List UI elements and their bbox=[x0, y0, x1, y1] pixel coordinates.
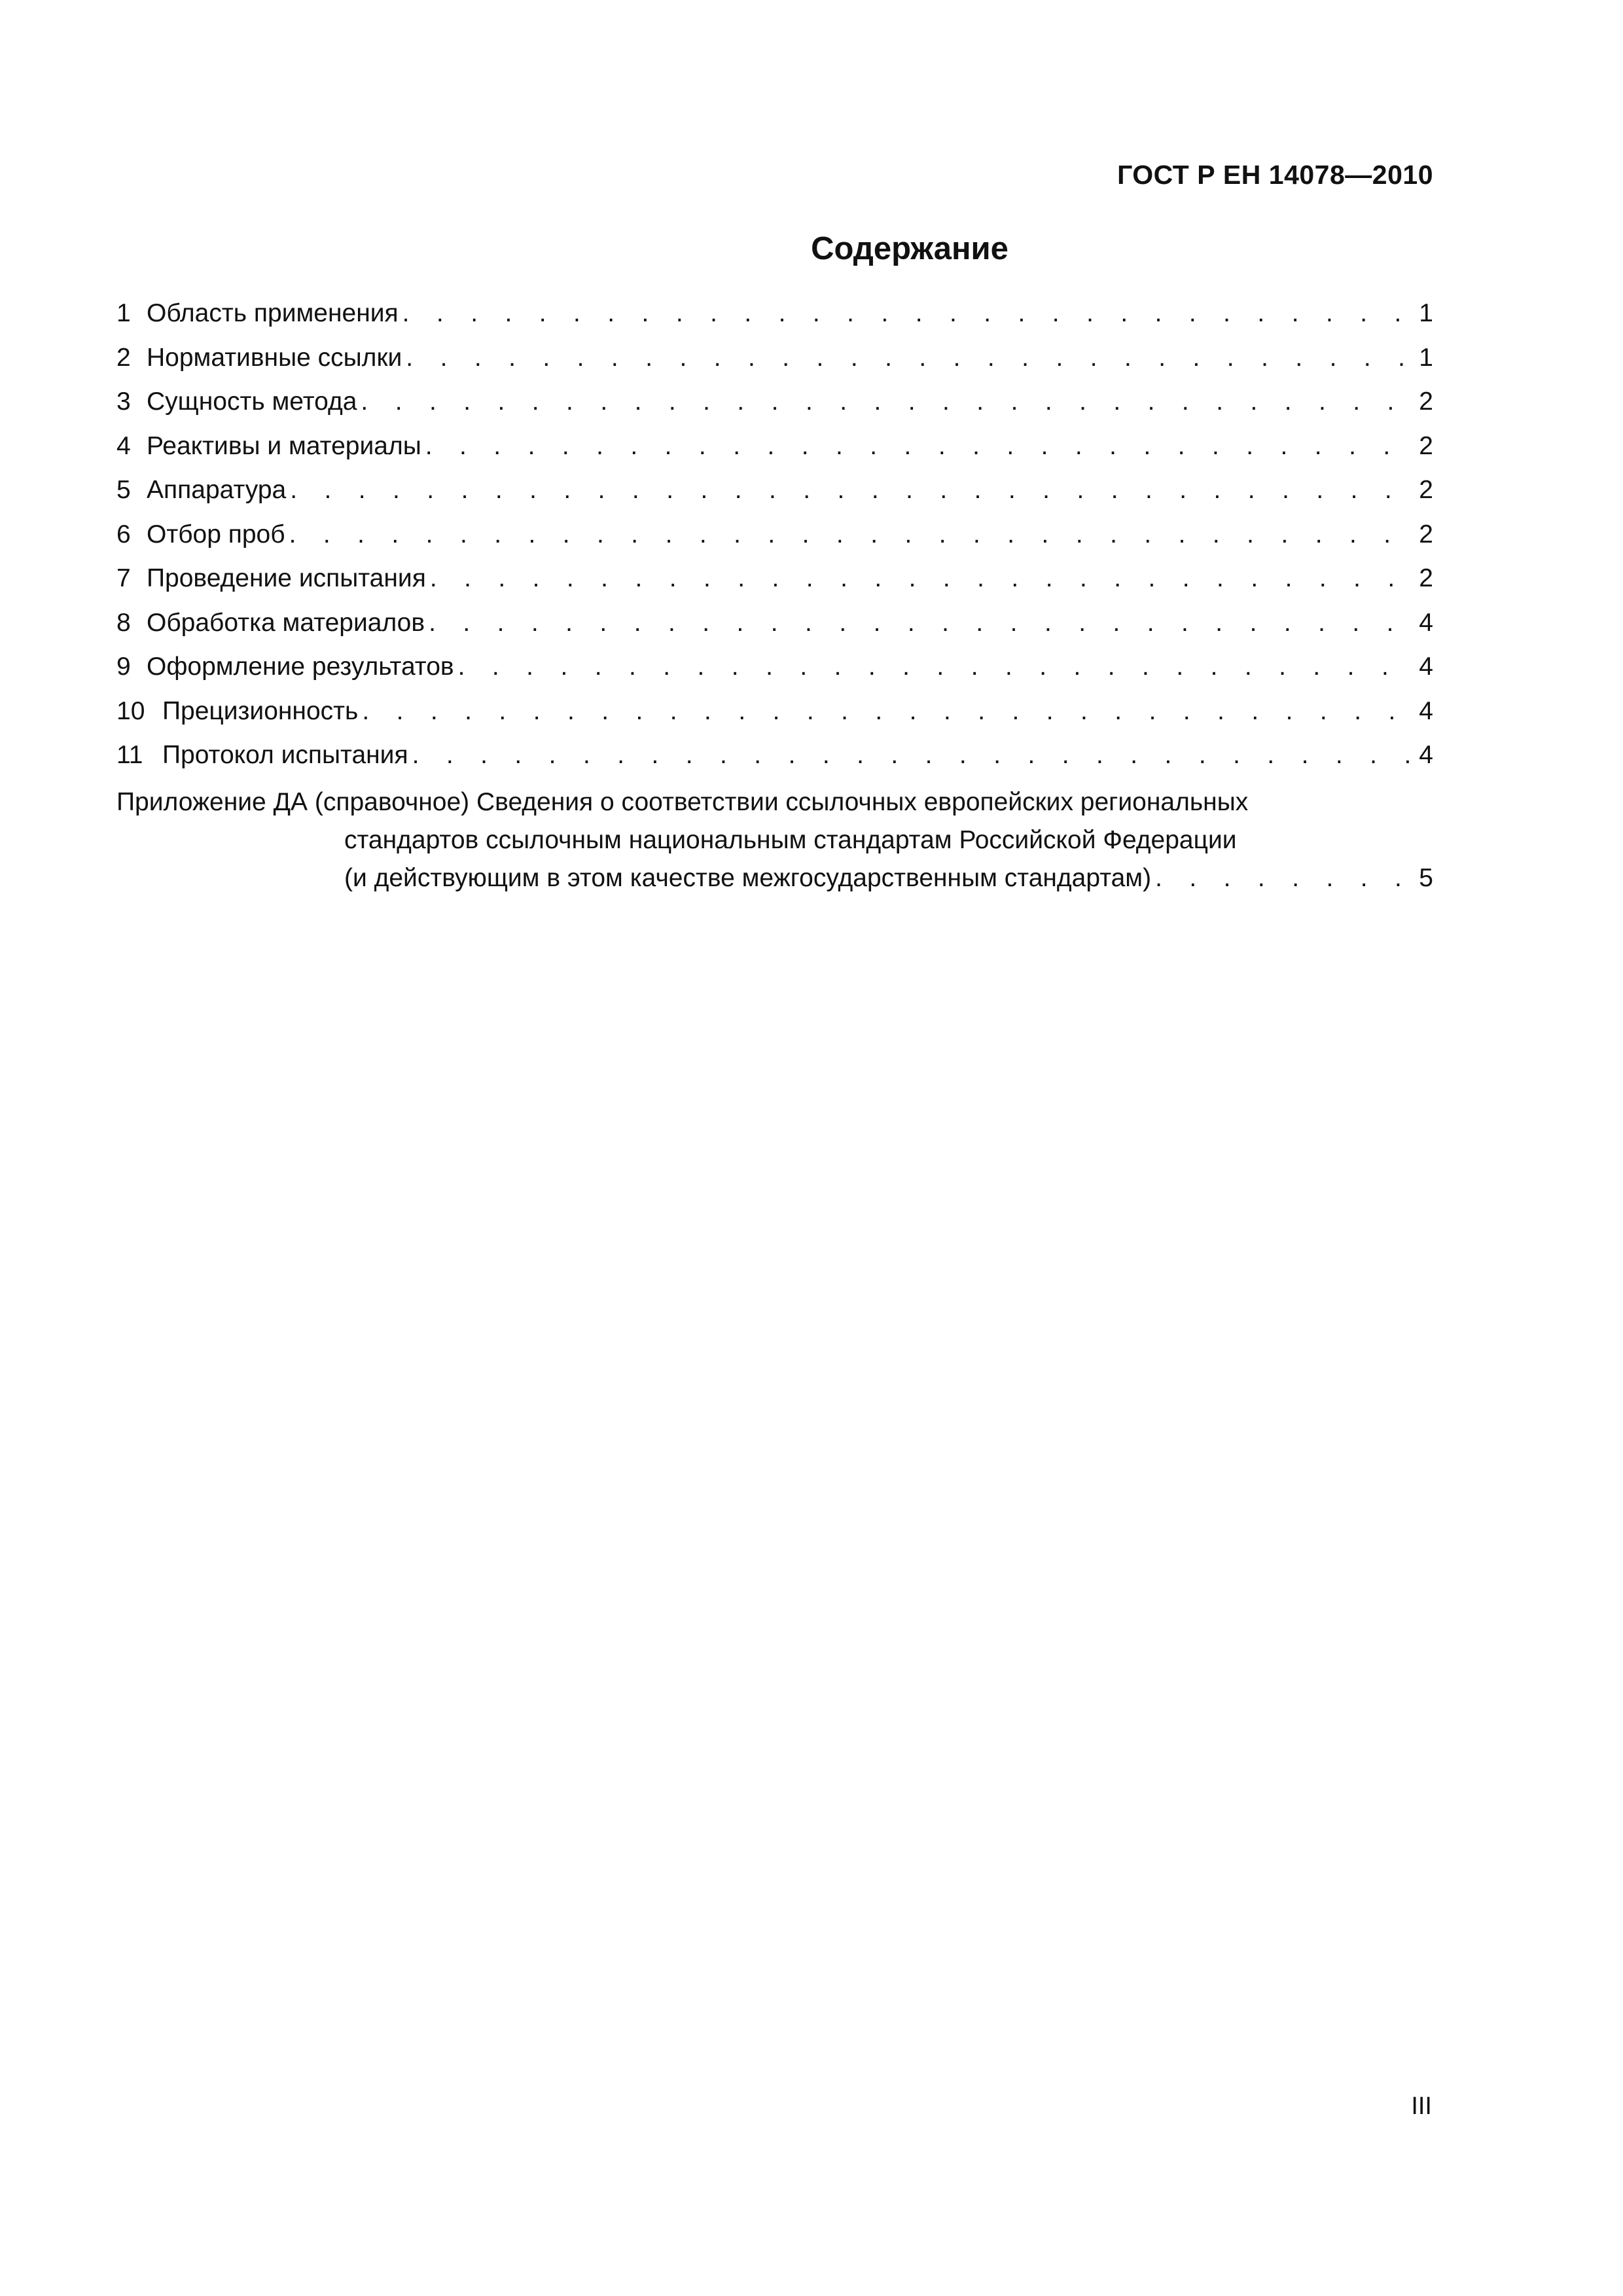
toc-entry-page: 5 bbox=[1419, 864, 1433, 892]
toc-entry-page: 4 bbox=[1419, 696, 1433, 725]
toc-dot-leader bbox=[458, 651, 1411, 682]
toc-entry-page: 4 bbox=[1419, 608, 1433, 637]
toc-dot-leader bbox=[1155, 859, 1411, 897]
toc-dot-leader bbox=[290, 475, 1411, 505]
page-number: III bbox=[1411, 2092, 1432, 2120]
toc-entry-page: 2 bbox=[1419, 520, 1433, 548]
toc-entry[interactable] bbox=[116, 563, 1433, 607]
toc-entry[interactable] bbox=[116, 298, 1433, 342]
toc-entry-number: 1 bbox=[116, 299, 131, 327]
toc-entry[interactable] bbox=[116, 519, 1433, 564]
toc-entry-title: Протокол испытания bbox=[162, 741, 408, 769]
toc-entry[interactable] bbox=[116, 386, 1433, 431]
toc-entry-number: 6 bbox=[116, 520, 131, 548]
toc-heading bbox=[0, 230, 1623, 267]
toc-entry[interactable] bbox=[116, 696, 1433, 740]
appendix-title-line: стандартов ссылочным национальным стандартам Российской Федерации bbox=[344, 826, 1237, 854]
toc-entry-number: 9 bbox=[116, 653, 131, 681]
toc-entry-number: 10 bbox=[116, 696, 145, 725]
toc-dot-leader bbox=[412, 740, 1411, 770]
toc-entry-number: 7 bbox=[116, 564, 131, 592]
toc-entry[interactable] bbox=[116, 475, 1433, 519]
toc-entry-page: 1 bbox=[1419, 343, 1433, 372]
toc-dot-leader bbox=[362, 696, 1411, 726]
toc-dot-leader bbox=[402, 298, 1411, 329]
toc-entry-page: 2 bbox=[1419, 476, 1433, 504]
toc-dot-leader bbox=[361, 386, 1411, 417]
toc-entry-title: Область применения bbox=[147, 299, 399, 327]
toc-entry-number: 3 bbox=[116, 387, 131, 416]
appendix-title-line: (и действующим в этом качестве межгосударственным стандартам) bbox=[344, 864, 1152, 892]
standard-code: ГОСТ Р ЕН 14078—2010 bbox=[1117, 160, 1433, 190]
toc-appendix-entry[interactable] bbox=[116, 783, 1433, 897]
toc-entry[interactable] bbox=[116, 431, 1433, 475]
toc-entry-page: 1 bbox=[1419, 299, 1433, 327]
toc-entry-page: 4 bbox=[1419, 741, 1433, 769]
toc-dot-leader bbox=[406, 342, 1411, 373]
toc-entry-title: Нормативные ссылки bbox=[147, 343, 402, 372]
toc-list bbox=[116, 298, 1433, 784]
toc-entry-title: Прецизионность bbox=[162, 696, 359, 725]
toc-entry[interactable] bbox=[116, 651, 1433, 696]
toc-entry-number: 11 bbox=[116, 741, 143, 769]
toc-entry-title: Аппаратура bbox=[147, 476, 287, 504]
toc-dot-leader bbox=[289, 519, 1411, 550]
toc-entry-title: Обработка материалов bbox=[147, 608, 425, 637]
toc-title: Содержание bbox=[811, 231, 1008, 266]
toc-entry-title: Отбор проб bbox=[147, 520, 285, 548]
toc-dot-leader bbox=[430, 563, 1411, 594]
toc-entry-page: 4 bbox=[1419, 653, 1433, 681]
toc-entry-page: 2 bbox=[1419, 431, 1433, 460]
appendix-last-line bbox=[116, 859, 1433, 897]
toc-dot-leader bbox=[425, 431, 1411, 461]
toc-entry-title: Реактивы и материалы bbox=[147, 431, 421, 460]
toc-entry[interactable] bbox=[116, 740, 1433, 784]
toc-entry-page: 2 bbox=[1419, 564, 1433, 592]
toc-entry-number: 2 bbox=[116, 343, 131, 372]
toc-entry-title: Сущность метода bbox=[147, 387, 357, 416]
toc-entry-number: 8 bbox=[116, 608, 131, 637]
toc-entry[interactable] bbox=[116, 607, 1433, 652]
toc-entry-title: Проведение испытания bbox=[147, 564, 426, 592]
toc-entry-number: 5 bbox=[116, 476, 131, 504]
appendix-title-line: Приложение ДА (справочное) Сведения о соответствии ссылочных европейских региональных bbox=[116, 788, 1249, 816]
toc-entry[interactable] bbox=[116, 342, 1433, 387]
toc-entry-page: 2 bbox=[1419, 387, 1433, 416]
toc-dot-leader bbox=[429, 607, 1411, 638]
toc-entry-title: Оформление результатов bbox=[147, 653, 454, 681]
toc-entry-number: 4 bbox=[116, 431, 131, 460]
